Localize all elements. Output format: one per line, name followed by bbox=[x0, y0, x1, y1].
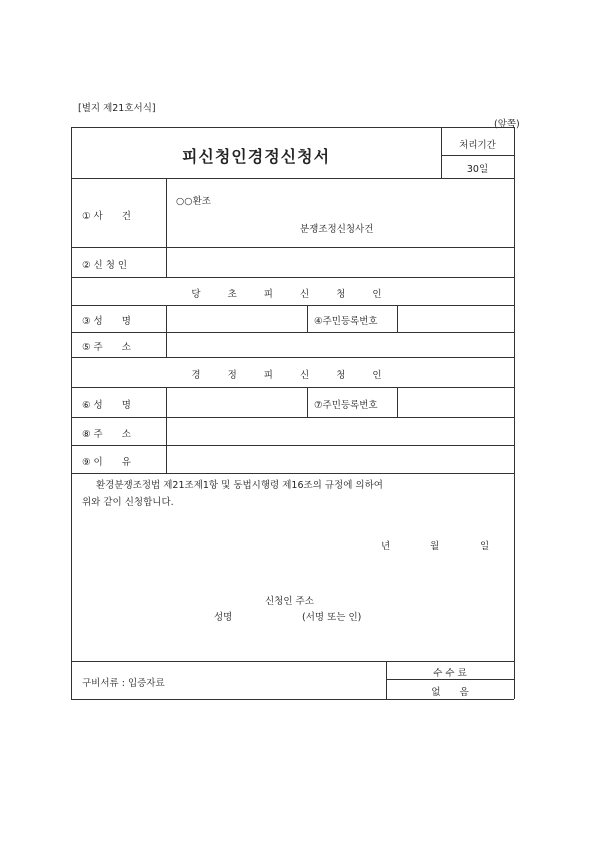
form-number: [별지 제21호서식] bbox=[78, 103, 156, 114]
corrected-address-field[interactable] bbox=[167, 418, 513, 444]
fee-value: 없 음 bbox=[431, 687, 469, 698]
original-id-field[interactable] bbox=[398, 306, 513, 331]
applicant-field[interactable] bbox=[167, 248, 513, 276]
applicant-name-label: 성명 bbox=[214, 612, 233, 623]
case-label: ① 사 건 bbox=[82, 211, 131, 222]
processing-period-value: 30일 bbox=[466, 164, 489, 175]
corrected-name-field[interactable] bbox=[167, 388, 306, 416]
case-value-line2: 분쟁조정신청사건 bbox=[300, 224, 374, 235]
date-year-label: 년 bbox=[381, 541, 391, 552]
corrected-name-label: ⑥ 성 명 bbox=[82, 400, 131, 411]
original-address-label: ⑤ 주 소 bbox=[82, 342, 131, 353]
corrected-id-field[interactable] bbox=[398, 388, 513, 416]
applicant-address-label: 신청인 주소 bbox=[265, 596, 314, 607]
processing-period-label: 처리기간 bbox=[459, 140, 496, 151]
original-id-label: ④주민등록번호 bbox=[314, 316, 378, 327]
reason-field[interactable] bbox=[167, 446, 513, 472]
original-respondent-heading: 당 초 피 신 청 인 bbox=[191, 289, 394, 300]
corrected-respondent-heading: 경 정 피 신 청 인 bbox=[191, 370, 394, 381]
sign-or-seal-hint: (서명 또는 인) bbox=[302, 612, 362, 623]
corrected-id-label: ⑦주민등록번호 bbox=[314, 400, 378, 411]
original-address-field[interactable] bbox=[167, 333, 513, 356]
form-title: 피신청인경정신청서 bbox=[181, 147, 331, 166]
page-side-label: (앞쪽) bbox=[494, 119, 520, 130]
case-value-line1: ○○환조 bbox=[176, 196, 211, 207]
statement-line1: 환경분쟁조정법 제21조제1항 및 동법시행령 제16조의 규정에 의하여 bbox=[96, 480, 383, 491]
date-day-label: 일 bbox=[480, 541, 490, 552]
original-name-field[interactable] bbox=[167, 306, 306, 331]
statement-line2: 위와 같이 신청합니다. bbox=[82, 497, 174, 508]
original-name-label: ③ 성 명 bbox=[82, 316, 131, 327]
attachments-label: 구비서류 : 입증자료 bbox=[82, 678, 165, 689]
reason-label: ⑨ 이 유 bbox=[82, 457, 131, 468]
applicant-label: ② 신 청 인 bbox=[82, 260, 128, 271]
date-month-label: 월 bbox=[430, 541, 440, 552]
fee-label: 수 수 료 bbox=[433, 668, 467, 679]
corrected-address-label: ⑧ 주 소 bbox=[82, 429, 131, 440]
